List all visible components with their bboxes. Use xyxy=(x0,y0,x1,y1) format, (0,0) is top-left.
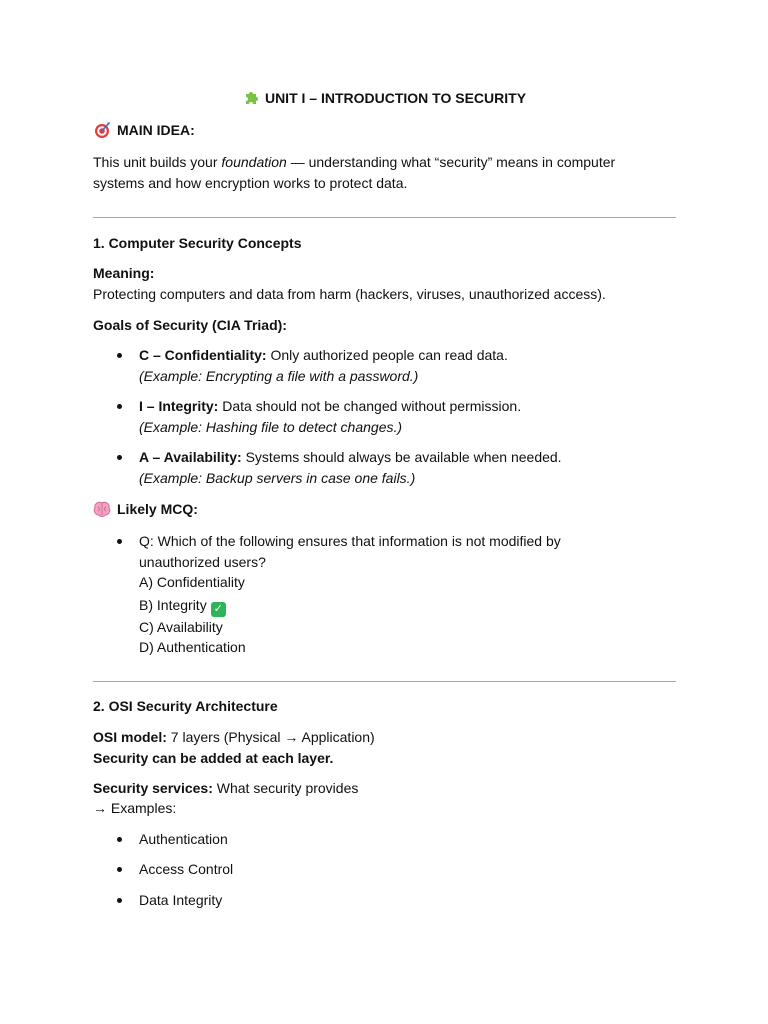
main-idea-label: MAIN IDEA: xyxy=(117,122,195,138)
main-idea-heading xyxy=(93,120,195,141)
check-mark-icon: ✓ xyxy=(211,602,226,617)
goal-example: (Example: Hashing file to detect changes.) xyxy=(139,418,403,435)
meaning-text: Protecting computers and data from harm (hackers, viruses, unauthorized access). xyxy=(93,286,606,302)
osi-label: OSI model: xyxy=(93,729,167,745)
goal-desc: Systems should always be available when needed. xyxy=(241,449,562,465)
goal-item-confidentiality xyxy=(139,345,679,386)
list-item: Access Control xyxy=(139,859,679,880)
examples-label: → Examples: xyxy=(93,800,177,816)
osi-model-line xyxy=(93,727,375,748)
main-idea-emphasis: foundation xyxy=(221,154,287,170)
horizontal-divider xyxy=(93,217,676,218)
services-label: Security services: xyxy=(93,780,213,796)
list-item: Authentication xyxy=(139,829,679,850)
goal-example: (Example: Backup servers in case one fails.) xyxy=(139,469,416,486)
osi-note: Security can be added at each layer. xyxy=(93,750,334,766)
section-1-heading: 1. Computer Security Concepts xyxy=(93,235,302,251)
goal-term: A – Availability: xyxy=(139,449,242,465)
target-icon xyxy=(93,121,111,139)
puzzle-piece-icon xyxy=(242,89,260,111)
goal-term: I – Integrity: xyxy=(139,398,219,414)
mcq-heading xyxy=(93,499,198,520)
main-idea-line-2: systems and how encryption works to protect data. xyxy=(93,174,408,191)
section-2-heading: 2. OSI Security Architecture xyxy=(93,698,278,714)
title-text: UNIT I – INTRODUCTION TO SECURITY xyxy=(264,90,527,106)
mcq-option-b-row xyxy=(139,595,679,617)
goal-term: C – Confidentiality: xyxy=(139,347,267,363)
goals-label: Goals of Security (CIA Triad): xyxy=(93,317,287,333)
mcq-label: Likely MCQ: xyxy=(117,501,198,517)
goal-item-integrity xyxy=(139,396,679,437)
mcq-option-a: A) Confidentiality xyxy=(139,574,245,590)
main-idea-text: This unit builds your xyxy=(93,154,222,170)
main-idea-text-cont: — understanding what “security” means in computer xyxy=(286,154,616,170)
horizontal-divider xyxy=(93,681,676,682)
osi-text: 7 layers (Physical → Application) xyxy=(166,729,375,745)
main-idea-paragraph xyxy=(93,152,683,193)
meaning-label: Meaning: xyxy=(93,265,155,281)
goal-desc: Data should not be changed without permission. xyxy=(218,398,522,414)
goal-example: (Example: Encrypting a file with a password.) xyxy=(139,367,419,384)
brain-icon xyxy=(93,500,111,518)
mcq-question-line-2: unauthorized users? xyxy=(139,553,266,570)
mcq-option-d: D) Authentication xyxy=(139,639,246,655)
goal-desc: Only authorized people can read data. xyxy=(266,347,508,363)
mcq-option-b: B) Integrity xyxy=(139,596,207,613)
page-title xyxy=(0,88,768,111)
goal-item-availability xyxy=(139,447,679,488)
mcq-question-line-1: Q: Which of the following ensures that information is not modified by xyxy=(139,533,561,549)
list-item: Data Integrity xyxy=(139,890,679,911)
services-text: What security provides xyxy=(212,780,359,796)
main-idea-line-1 xyxy=(93,152,683,173)
mcq-option-c: C) Availability xyxy=(139,618,223,635)
security-services-line xyxy=(93,778,358,799)
mcq-item xyxy=(139,531,679,658)
